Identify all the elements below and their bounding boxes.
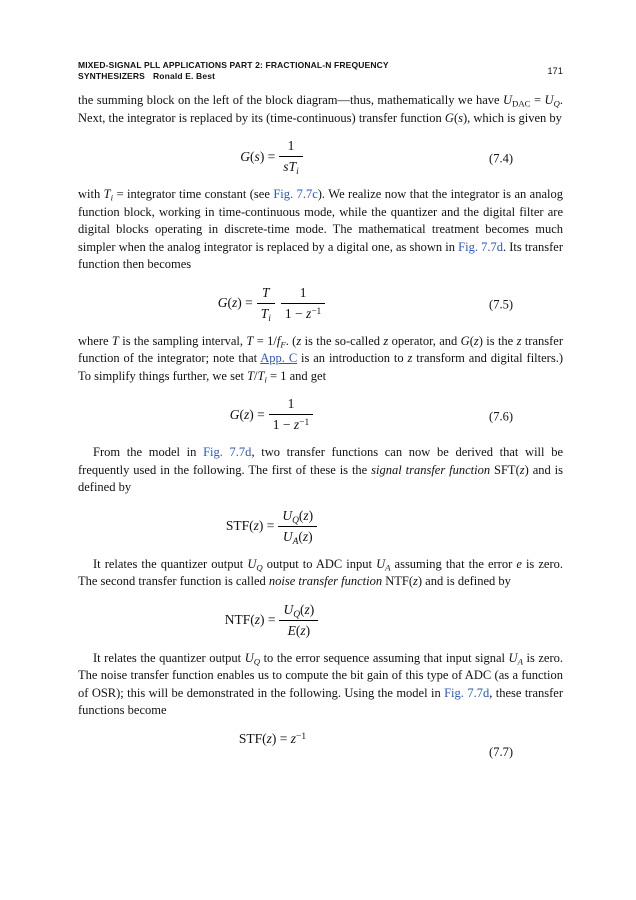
running-title (78, 60, 389, 82)
numerator: 1 (279, 138, 302, 157)
link-fig-7-7d-3[interactable]: Fig. 7.7d (444, 685, 490, 700)
equation-body (226, 508, 319, 545)
page-number: 171 (547, 65, 563, 76)
fraction (279, 138, 302, 175)
equation-7-4 (78, 138, 563, 175)
running-title-line2 (78, 71, 389, 82)
fraction (257, 285, 275, 322)
equation-lhs: NTF(z) = (224, 612, 276, 627)
denominator: $U_A(z)$ (282, 528, 313, 547)
page-header (78, 60, 563, 82)
equation-7-6 (78, 396, 563, 433)
equation-number: (7.5) (489, 297, 513, 312)
denominator: $1 - z^{-1}$ (284, 305, 322, 321)
numerator: $U_Q(z)$ (278, 508, 317, 527)
paragraph-6: It relates the quantizer output $U_Q$ to the error sequence assuming that input signal $U_A$ is zero. The noise transfer function enables us to compute the bit gain of this type of ADC (as a function of OSR); this will be demonstrated in the following. Using the model in Fig. 7.7d, these transfer functions become (78, 650, 563, 717)
paragraph-2: with $T_i$ = integrator time constant (see Fig. 7.7c). We realize now that the integrator is an analog function block, working in time-continuous mode, while the quantizer and the digital filter are digital blocks operating in discrete-time mode. The mathematical treatment becomes much simpler when the analog integrator is replaced by a digital one, as shown in Fig. 7.7d. Its transfer function then becomes (78, 187, 564, 271)
equation-lhs: STF(z) = (225, 518, 275, 533)
numerator: T (257, 285, 275, 304)
equation-body (240, 138, 304, 175)
running-title-series: SYNTHESIZERS (78, 71, 145, 81)
link-fig-7-7d-2[interactable]: Fig. 7.7d (203, 445, 252, 459)
link-fig-7-7c[interactable]: Fig. 7.7c (273, 187, 318, 201)
fraction (278, 508, 317, 545)
running-title-line1: MIXED-SIGNAL PLL APPLICATIONS PART 2: FRACTIONAL-N FREQUENCY (78, 60, 389, 70)
paragraph-1: the summing block on the left of the block diagram—thus, mathematically we have $U_{DAC} = U_Q$. Next, the integrator is replaced by its (time-continuous) transfer function G(s), which is given by (78, 93, 563, 125)
link-fig-7-7d-1[interactable]: Fig. 7.7d (458, 239, 503, 254)
equation-lhs: $STF(z) = z^{-1}$ (238, 730, 307, 746)
fraction (269, 396, 313, 433)
equation-lhs: G(s) = (240, 148, 276, 164)
denominator: $sT_i$ (283, 159, 299, 177)
paragraph-5: It relates the quantizer output $U_Q$ output to ADC input $U_A$ assuming that the error e is zero. The second transfer function is called noise transfer function NTF(z) and is defined by (78, 556, 563, 588)
equation-body (225, 602, 321, 639)
paragraph-3: where T is the sampling interval, $T = 1/f_F$. (z is the so-called z operator, and G(z) is the z transfer function of the integrator; note that App. C is an introduction to z transform and digital filters.) To simplify things further, we set $T/T_i = 1$ and get (78, 333, 563, 385)
equation-number: (7.7) (489, 744, 513, 759)
numerator: 1 (281, 285, 325, 304)
equation-number: (7.4) (489, 151, 513, 166)
denominator: $1 - z^{-1}$ (272, 417, 310, 432)
fraction (281, 285, 325, 322)
denominator: $T_i$ (260, 305, 271, 324)
numerator: $U_Q(z)$ (279, 602, 318, 621)
numerator: 1 (269, 396, 313, 415)
running-title-author: Ronald E. Best (152, 71, 216, 81)
equation-ntf (78, 602, 563, 639)
denominator: E(z) (287, 622, 311, 638)
equation-body (239, 731, 306, 747)
paragraph-4: From the model in Fig. 7.7d, two transfer functions can now be derived that will be frequently used in the following. The first of these is the signal transfer function SFT(z) and is defined by (78, 445, 563, 494)
equation-body (230, 396, 315, 433)
link-app-c[interactable]: App. C (260, 351, 298, 365)
equation-lhs: G(z) = (217, 295, 253, 310)
equation-7-7 (78, 730, 563, 759)
equation-7-5 (78, 285, 563, 322)
equation-stf (78, 508, 563, 545)
equation-lhs: G(z) = (229, 406, 265, 422)
equation-number: (7.6) (489, 409, 513, 424)
equation-body (218, 285, 328, 322)
fraction (279, 602, 318, 639)
